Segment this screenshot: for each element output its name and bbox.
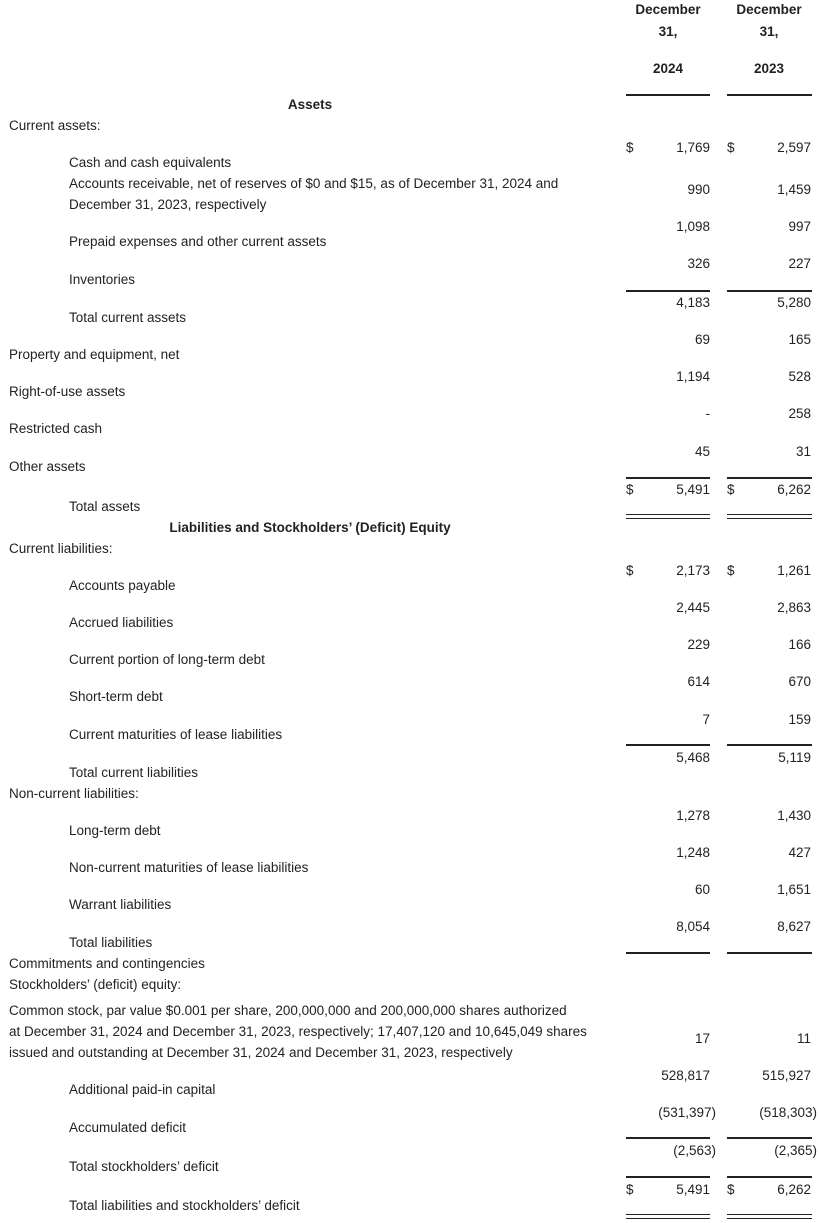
subtotal-line-2023 — [727, 744, 812, 746]
total-assets-2024-value: 5,491 — [676, 482, 710, 497]
ar-label-line1: Accounts receivable, net of reserves of $0 and $15, as of December 31, 2024 and — [69, 176, 559, 191]
total-liabilities-label: Total liabilities — [69, 935, 153, 950]
total-lsd-2023-value: 6,262 — [777, 1182, 811, 1197]
restricted-cash-2023-value: 258 — [788, 406, 811, 421]
subtotal-line-2023 — [727, 1137, 812, 1139]
total-liabilities-2024-value: 8,054 — [676, 919, 710, 934]
subtotal-line-2024 — [626, 290, 710, 292]
current-lease-2023-value: 159 — [788, 712, 811, 727]
common-stock-2023-value: 11 — [796, 1031, 811, 1046]
ppe-2024-value: 69 — [694, 332, 710, 347]
warrant-label: Warrant liabilities — [69, 897, 172, 912]
subtotal-line-2024 — [626, 1176, 710, 1178]
total-lsd-2023-currency: $ — [727, 1182, 735, 1197]
section-assets-title: Assets — [287, 97, 333, 112]
ap-2023-value: 1,261 — [777, 563, 811, 578]
prepaid-2023-value: 997 — [788, 219, 811, 234]
rou-2024-value: 1,194 — [676, 369, 710, 384]
accrued-2024-value: 2,445 — [676, 600, 710, 615]
ap-2024-value: 2,173 — [676, 563, 710, 578]
header-underline-2023 — [727, 94, 812, 96]
total-assets-2023-currency: $ — [727, 482, 735, 497]
accrued-2023-value: 2,863 — [777, 600, 811, 615]
inventories-label: Inventories — [69, 272, 136, 287]
header-underline-2024 — [626, 94, 710, 96]
other-assets-2023-value: 31 — [795, 444, 811, 459]
subtotal-line-2024 — [626, 744, 710, 746]
ar-2023-value: 1,459 — [777, 182, 811, 197]
total-lsd-label: Total liabilities and stockholders’ deficit — [69, 1198, 300, 1213]
rou-2023-value: 528 — [788, 369, 811, 384]
subtotal-line-2023 — [727, 1176, 812, 1178]
total-assets-label: Total assets — [69, 499, 141, 514]
ltd-label: Long-term debt — [69, 823, 161, 838]
total-assets-2023-value: 6,262 — [777, 482, 811, 497]
subtotal-line-2023 — [727, 290, 812, 292]
total-double-line-2023 — [727, 1214, 812, 1219]
prepaid-2024-value: 1,098 — [676, 219, 710, 234]
ltd-2023-value: 1,430 — [777, 808, 811, 823]
warrant-2024-value: 60 — [694, 882, 710, 897]
total-current-assets-label: Total current assets — [69, 310, 187, 325]
col-2023-header-line2: 31, — [759, 24, 779, 39]
ppe-2023-value: 165 — [788, 332, 811, 347]
other-assets-label: Other assets — [9, 459, 86, 474]
current-assets-label: Current assets: — [9, 118, 101, 133]
common-stock-2024-value: 17 — [694, 1031, 710, 1046]
noncurrent-lease-label: Non-current maturities of lease liabilities — [69, 860, 309, 875]
total-current-liabilities-label: Total current liabilities — [69, 765, 199, 780]
total-double-line-2023 — [727, 514, 812, 519]
current-lease-2024-value: 7 — [702, 712, 710, 727]
restricted-cash-2024-value: - — [705, 406, 710, 421]
col-2023-header-line1: December — [736, 2, 802, 17]
commitments-label: Commitments and contingencies — [9, 956, 205, 971]
total-stockholders-deficit-2024-value: (2,563) — [673, 1143, 716, 1158]
total-current-assets-2023-value: 5,280 — [777, 295, 811, 310]
subtotal-line-2023 — [727, 952, 812, 954]
current-lease-label: Current maturities of lease liabilities — [69, 727, 283, 742]
ap-2024-currency: $ — [626, 563, 634, 578]
noncurrent-lease-2024-value: 1,248 — [676, 845, 710, 860]
ap-2023-currency: $ — [727, 563, 735, 578]
common-stock-label-line1: Common stock, par value $0.001 per share, 200,000,000 and 200,000,000 shares authorized — [9, 1003, 567, 1018]
subtotal-line-2023 — [727, 477, 812, 479]
accumulated-deficit-2024-value: (531,397) — [658, 1105, 716, 1120]
total-stockholders-deficit-2023-value: (2,365) — [774, 1143, 817, 1158]
subtotal-line-2024 — [626, 952, 710, 954]
total-double-line-2024 — [626, 514, 710, 519]
noncurrent-lease-2023-value: 427 — [788, 845, 811, 860]
std-label: Short-term debt — [69, 689, 163, 704]
total-assets-2024-currency: $ — [626, 482, 634, 497]
equity-label: Stockholders’ (deficit) equity: — [9, 977, 182, 992]
subtotal-line-2024 — [626, 1137, 710, 1139]
restricted-cash-label: Restricted cash — [9, 421, 103, 436]
noncurrent-liabilities-label: Non-current liabilities: — [9, 786, 139, 801]
inventories-2023-value: 227 — [788, 256, 811, 271]
total-stockholders-deficit-label: Total stockholders’ deficit — [69, 1159, 219, 1174]
ppe-label: Property and equipment, net — [9, 347, 180, 362]
other-assets-2024-value: 45 — [694, 444, 710, 459]
total-lsd-2024-currency: $ — [626, 1182, 634, 1197]
apic-2024-value: 528,817 — [661, 1068, 710, 1083]
cash-2024-currency: $ — [626, 140, 634, 155]
cash-2024-value: 1,769 — [676, 140, 710, 155]
std-2023-value: 670 — [788, 674, 811, 689]
col-2024-header-year: 2024 — [652, 61, 684, 76]
ap-label: Accounts payable — [69, 578, 176, 593]
cash-2023-currency: $ — [727, 140, 735, 155]
ltd-2024-value: 1,278 — [676, 808, 710, 823]
ar-label-line2: December 31, 2023, respectively — [69, 197, 267, 212]
total-lsd-2024-value: 5,491 — [676, 1182, 710, 1197]
total-current-assets-2024-value: 4,183 — [676, 295, 710, 310]
total-liabilities-2023-value: 8,627 — [777, 919, 811, 934]
col-2024-header-line1: December — [635, 2, 701, 17]
std-2024-value: 614 — [687, 674, 710, 689]
col-2023-header-year: 2023 — [753, 61, 785, 76]
cash-2023-value: 2,597 — [777, 140, 811, 155]
total-current-liabilities-2023-value: 5,119 — [778, 750, 811, 765]
apic-2023-value: 515,927 — [762, 1068, 811, 1083]
subtotal-line-2024 — [626, 477, 710, 479]
current-ltd-label: Current portion of long-term debt — [69, 652, 265, 667]
common-stock-label-line3: issued and outstanding at December 31, 2024 and December 31, 2023, respectively — [9, 1045, 513, 1060]
current-liabilities-label: Current liabilities: — [9, 541, 113, 556]
total-current-liabilities-2024-value: 5,468 — [676, 750, 710, 765]
inventories-2024-value: 326 — [687, 256, 710, 271]
total-double-line-2024 — [626, 1214, 710, 1219]
accumulated-deficit-label: Accumulated deficit — [69, 1120, 187, 1135]
warrant-2023-value: 1,651 — [777, 882, 811, 897]
common-stock-label-line2: at December 31, 2024 and December 31, 2023, respectively; 17,407,120 and 10,645,049 shares — [9, 1024, 587, 1039]
col-2024-header-line2: 31, — [658, 24, 678, 39]
section-liabilities-title: Liabilities and Stockholders’ (Deficit) Equity — [169, 520, 451, 535]
ar-2024-value: 990 — [687, 182, 710, 197]
prepaid-label: Prepaid expenses and other current assets — [69, 234, 327, 249]
accumulated-deficit-2023-value: (518,303) — [759, 1105, 817, 1120]
current-ltd-2023-value: 166 — [788, 637, 811, 652]
accrued-label: Accrued liabilities — [69, 615, 174, 630]
current-ltd-2024-value: 229 — [687, 637, 710, 652]
cash-label: Cash and cash equivalents — [69, 155, 232, 170]
rou-label: Right-of-use assets — [9, 384, 126, 399]
apic-label: Additional paid-in capital — [69, 1082, 216, 1097]
